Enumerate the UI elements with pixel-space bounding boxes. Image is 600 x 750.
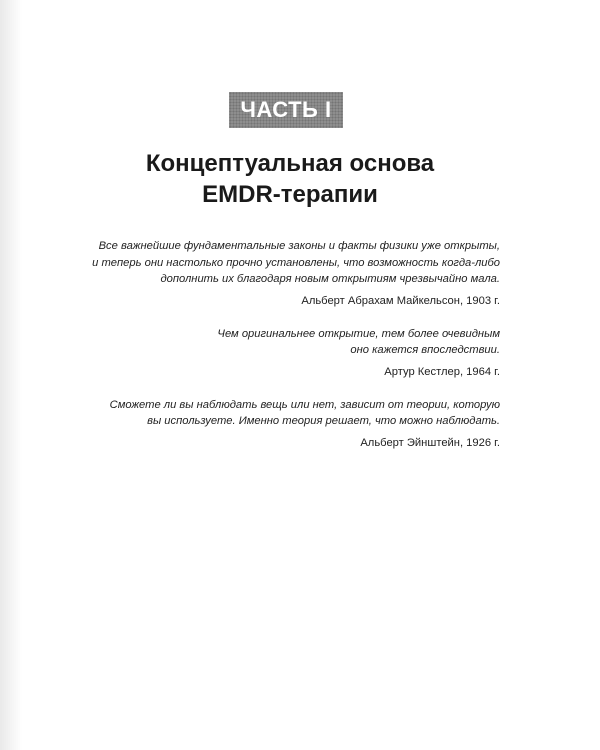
page-binding-shadow (0, 0, 22, 750)
quote-text (60, 326, 500, 359)
quote-text (60, 397, 500, 430)
quote-line: и теперь они настолько прочно установлены, что возможность когда-либо (92, 256, 500, 269)
quote-author: Альберт Абрахам Майкельсон, 1903 г. (301, 294, 500, 307)
epigraphs (60, 238, 500, 468)
title-line-1: Концептуальная основа (145, 150, 435, 177)
quote-line: Чем оригинальнее открытие, тем более очевидным (217, 327, 500, 340)
quote-line: Все важнейшие фундаментальные законы и факты физики уже открыты, (98, 240, 500, 252)
quote-text (60, 238, 500, 288)
title-line-2: EMDR-терапии (202, 181, 378, 208)
epigraph-einstein (60, 397, 500, 451)
quote-author: Артур Кестлер, 1964 г. (384, 365, 500, 378)
epigraph-michelson (60, 238, 500, 309)
part-badge (229, 92, 343, 128)
quote-author: Альберт Эйнштейн, 1926 г. (360, 436, 500, 449)
epigraph-koestler (60, 326, 500, 380)
quote-line: дополнить их благодаря новым открытиям чрезвычайно мала. (160, 273, 500, 285)
quote-line: оно кажется впоследствии. (350, 344, 500, 356)
quote-line: Сможете ли вы наблюдать вещь или нет, зависит от теории, которую (109, 398, 500, 411)
part-label: ЧАСТЬ I (240, 97, 332, 122)
quote-line: вы используете. Именно теория решает, что можно наблюдать. (147, 415, 500, 427)
chapter-title (100, 148, 480, 210)
